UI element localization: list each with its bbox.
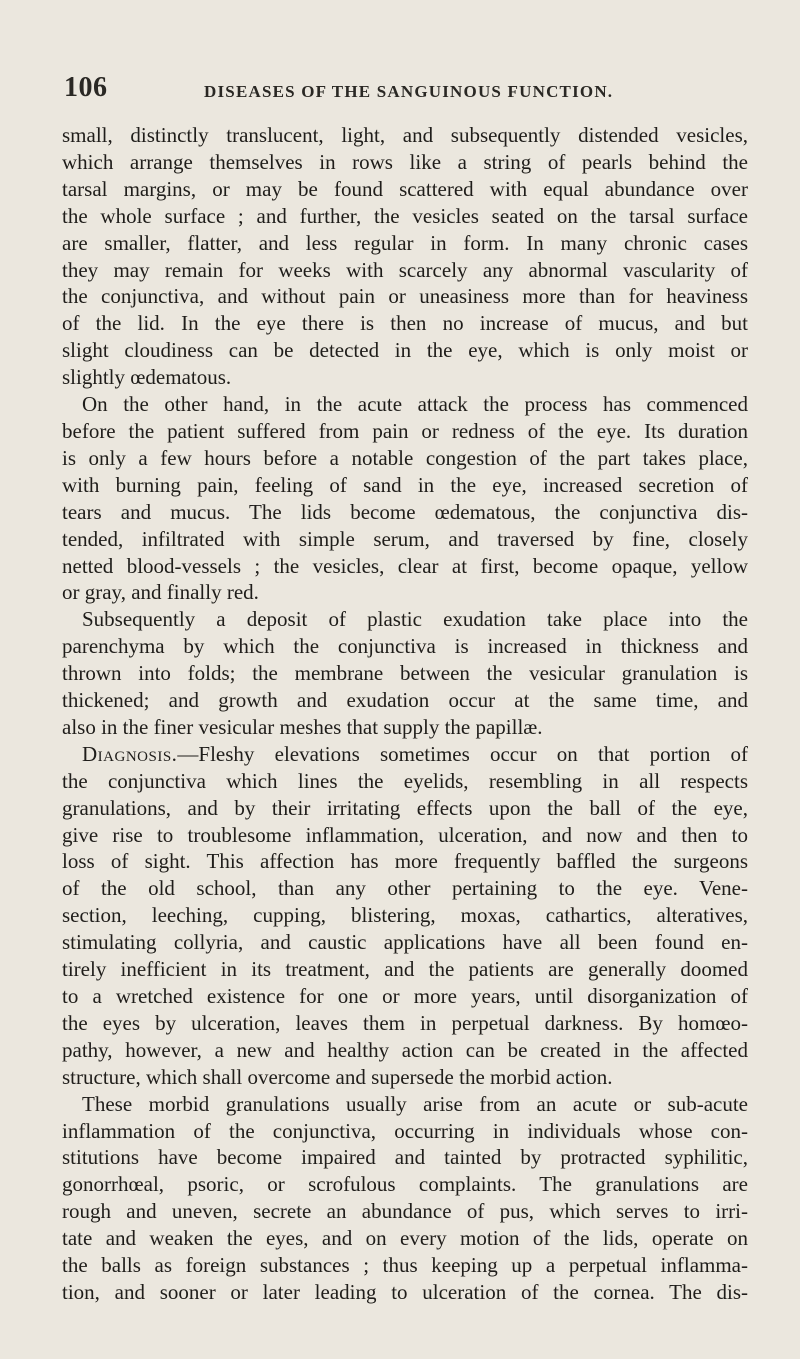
text-line: granulations, and by their irritating effects upon the ball of the eye,	[62, 795, 748, 820]
body-text	[62, 122, 748, 1306]
text-line: are smaller, flatter, and less regular in form. In many chronic cases	[62, 230, 748, 255]
paragraph-5	[62, 1091, 748, 1306]
text-line: tarsal margins, or may be found scattered with equal abundance over	[62, 176, 748, 201]
text-line: thickened; and growth and exudation occur at the same time, and	[62, 688, 748, 713]
text-line: thrown into folds; the membrane between the vesicular granulation is	[62, 661, 748, 686]
text-line: tion, and sooner or later leading to ulceration of the cornea. The dis-	[62, 1279, 748, 1304]
text-line: or gray, and finally red.	[62, 580, 259, 605]
text-line: small, distinctly translucent, light, and subsequently distended vesicles,	[62, 123, 748, 147]
text-line: netted blood-vessels ; the vesicles, clear at first, become opaque, yellow	[62, 553, 748, 578]
text-line: tate and weaken the eyes, and on every motion of the lids, operate on	[62, 1226, 748, 1251]
text-line: slight cloudiness can be detected in the eye, which is only moist or	[62, 338, 748, 363]
text-line: give rise to troublesome inflammation, ulceration, and now and then to	[62, 822, 748, 847]
text-line: which arrange themselves in rows like a string of pearls behind the	[62, 149, 748, 174]
text-line: On the other hand, in the acute attack the process has commenced	[82, 392, 748, 417]
text-line: stitutions have become impaired and tainted by protracted syphilitic,	[62, 1145, 748, 1170]
text-line: of the lid. In the eye there is then no increase of mucus, and but	[62, 311, 748, 336]
text-line: structure, which shall overcome and supersede the morbid action.	[62, 1064, 613, 1089]
text-line: tears and mucus. The lids become œdematous, the conjunctiva dis-	[62, 499, 748, 524]
text-line: tirely inefficient in its treatment, and the patients are generally doomed	[62, 957, 748, 982]
text-line: tended, infiltrated with simple serum, and traversed by fine, closely	[62, 526, 748, 551]
text-line: the conjunctiva, and without pain or uneasiness more than for heaviness	[62, 284, 748, 309]
paragraph-diagnosis	[62, 741, 748, 1091]
paragraph-3	[62, 606, 748, 741]
text-line: section, leeching, cupping, blistering, moxas, cathartics, alteratives,	[62, 903, 748, 928]
page-header	[64, 72, 744, 116]
paragraph-2	[62, 391, 748, 606]
text-line: to a wretched existence for one or more years, until disorganization of	[62, 984, 748, 1008]
paragraph-1	[62, 122, 748, 391]
text-line: before the patient suffered from pain or redness of the eye. Its duration	[62, 418, 748, 443]
running-head: DISEASES OF THE SANGUINOUS FUNCTION.	[204, 82, 614, 101]
text-line: pathy, however, a new and healthy action can be created in the affected	[62, 1037, 748, 1062]
text-line: the eyes by ulceration, leaves them in perpetual darkness. By homœo-	[62, 1010, 748, 1035]
diagnosis-heading: Diagnosis.	[82, 741, 178, 766]
text-line: the balls as foreign substances ; thus keeping up a perpetual inflamma-	[62, 1253, 748, 1278]
text-line: the whole surface ; and further, the vesicles seated on the tarsal surface	[62, 203, 748, 228]
text-line: the conjunctiva which lines the eyelids, resembling in all respects	[62, 768, 748, 793]
text-line-diagnosis	[62, 741, 748, 768]
text-line: is only a few hours before a notable congestion of the part takes place,	[62, 445, 748, 470]
text-line: inflammation of the conjunctiva, occurring in individuals whose con-	[62, 1118, 748, 1143]
text-line: slightly œdematous.	[62, 365, 232, 390]
text-line: rough and uneven, secrete an abundance of pus, which serves to irri-	[62, 1199, 748, 1224]
text-line: Subsequently a deposit of plastic exudation take place into the	[82, 607, 748, 632]
text-line: gonorrhœal, psoric, or scrofulous complaints. The granulations are	[62, 1172, 748, 1197]
text-line: of the old school, than any other pertaining to the eye. Vene-	[62, 876, 748, 901]
text-line: with burning pain, feeling of sand in the eye, increased secretion of	[62, 472, 748, 497]
text-line: parenchyma by which the conjunctiva is increased in thickness and	[62, 634, 748, 659]
text-line: also in the finer vesicular meshes that supply the papillæ.	[62, 714, 543, 739]
text-line-rest: —Fleshy elevations sometimes occur on that portion of	[177, 741, 748, 766]
text-line: stimulating collyria, and caustic applications have all been found en-	[62, 930, 748, 955]
text-line: These morbid granulations usually arise from an acute or sub-acute	[82, 1091, 748, 1116]
text-line: loss of sight. This affection has more frequently baffled the surgeons	[62, 849, 748, 874]
text-line: they may remain for weeks with scarcely any abnormal vascularity of	[62, 257, 748, 282]
page-number: 106	[64, 72, 108, 103]
